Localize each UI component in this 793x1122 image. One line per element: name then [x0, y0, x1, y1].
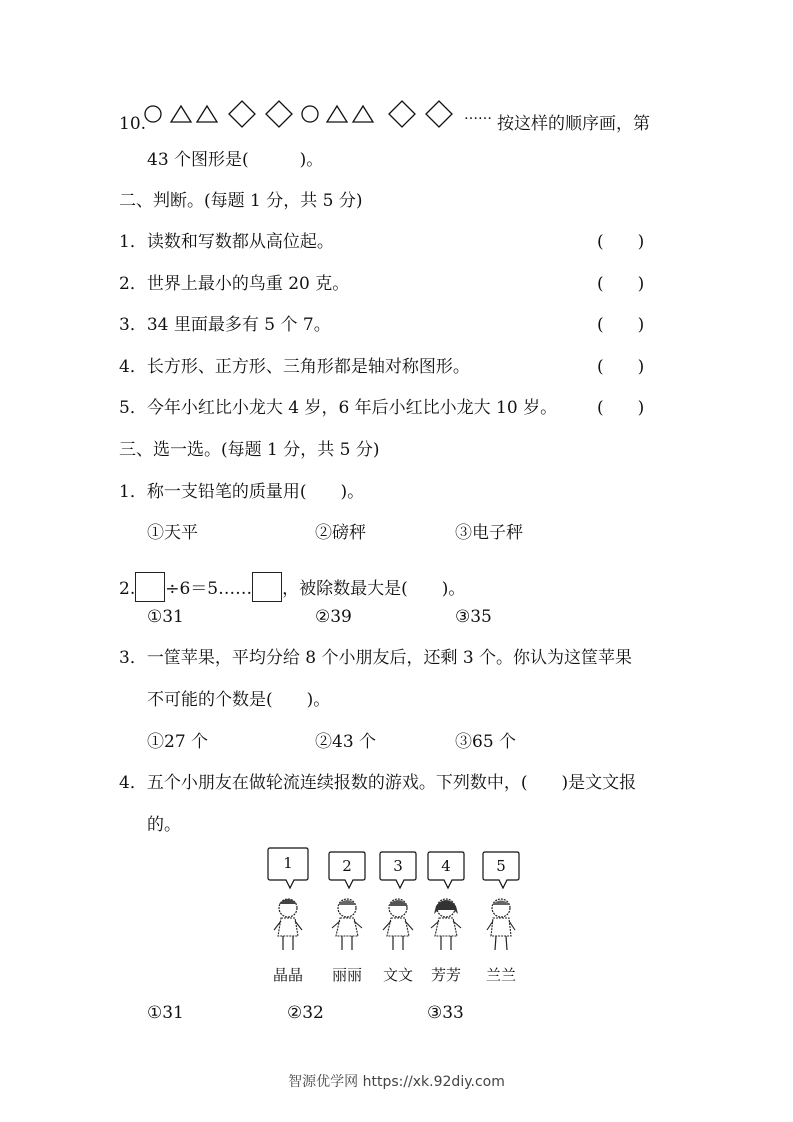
choice-q2 [119, 572, 465, 602]
answer-paren[interactable]: ( ) [597, 398, 645, 418]
circle-shape [145, 106, 161, 122]
section3-title: 三、选一选。(每题 1 分，共 5 分) [119, 440, 380, 460]
triangle-shape [171, 106, 191, 122]
answer-paren[interactable]: ( ) [597, 232, 645, 252]
diamond-shape [426, 101, 452, 127]
diamond-shape [266, 101, 292, 127]
option-c[interactable]: ③65 个 [455, 732, 517, 752]
judge-item: 3．34 里面最多有 5 个 7。 [119, 315, 331, 335]
kid-number: 4 [441, 857, 451, 875]
kid-figure [378, 850, 418, 986]
choice-q4-line2: 的。 [147, 815, 181, 835]
blank-box[interactable] [252, 572, 282, 602]
kid-number: 5 [496, 857, 506, 875]
kid-number: 3 [393, 857, 403, 875]
q10-text-b: 43 个图形是( )。 [147, 150, 324, 170]
q2-number: 2. [119, 579, 136, 599]
triangle-shape [353, 106, 373, 122]
kid-figure [426, 850, 466, 986]
option-c[interactable]: ③35 [455, 607, 492, 627]
kid-number: 1 [283, 854, 293, 872]
triangle-shape [197, 106, 217, 122]
choice-q4-line1: 4．五个小朋友在做轮流连续报数的游戏。下列数中，( )是文文报 [119, 773, 637, 793]
option-b[interactable]: ②磅秤 [315, 523, 366, 543]
option-a[interactable]: ①31 [147, 1003, 184, 1023]
option-b[interactable]: ②43 个 [315, 732, 377, 752]
q10-number: 10. [119, 114, 147, 134]
kid-figure [481, 850, 521, 986]
choice-q1: 1．称一支铅笔的质量用( )。 [119, 482, 365, 502]
section2-title: 二、判断。(每题 1 分，共 5 分) [119, 191, 363, 211]
circle-shape [302, 106, 318, 122]
judge-item: 1．读数和写数都从高位起。 [119, 232, 334, 252]
option-a[interactable]: ①31 [147, 607, 184, 627]
option-b[interactable]: ②32 [287, 1003, 324, 1023]
kid-name: 丽丽 [331, 966, 362, 984]
shape-sequence [143, 97, 493, 131]
option-a[interactable]: ①27 个 [147, 732, 209, 752]
kid-name: 芳芳 [430, 966, 461, 984]
answer-paren[interactable]: ( ) [597, 274, 645, 294]
answer-paren[interactable]: ( ) [597, 315, 645, 335]
diamond-shape [229, 101, 255, 127]
option-a[interactable]: ①天平 [147, 523, 198, 543]
diamond-shape [389, 101, 415, 127]
footer-watermark: 智源优学网 https://xk.92diy.com [288, 1074, 505, 1090]
q10-dots: …… [464, 107, 492, 123]
option-c[interactable]: ③电子秤 [455, 523, 523, 543]
q2-tail: ，被除数最大是( )。 [282, 579, 466, 599]
kid-name: 晶晶 [272, 966, 303, 984]
judge-item: 5．今年小红比小龙大 4 岁，6 年后小红比小龙大 10 岁。 [119, 398, 558, 418]
judge-item: 2．世界上最小的鸟重 20 克。 [119, 274, 350, 294]
option-c[interactable]: ③33 [427, 1003, 464, 1023]
blank-box[interactable] [135, 572, 165, 602]
kid-figure [327, 850, 367, 986]
triangle-shape [327, 106, 347, 122]
choice-q3-line2: 不可能的个数是( )。 [147, 690, 331, 710]
q2-equation: ÷6＝5…… [165, 579, 253, 599]
choice-q3-line1: 3．一筐苹果，平均分给 8 个小朋友后，还剩 3 个。你认为这筐苹果 [119, 648, 633, 668]
answer-paren[interactable]: ( ) [597, 357, 645, 377]
judge-item: 4．长方形、正方形、三角形都是轴对称图形。 [119, 357, 470, 377]
kid-number: 2 [342, 857, 352, 875]
q10-text-a: 按这样的顺序画，第 [497, 114, 650, 134]
option-b[interactable]: ②39 [315, 607, 352, 627]
kid-name: 文文 [382, 966, 413, 984]
kid-figure [266, 846, 310, 986]
kid-name: 兰兰 [485, 966, 516, 984]
